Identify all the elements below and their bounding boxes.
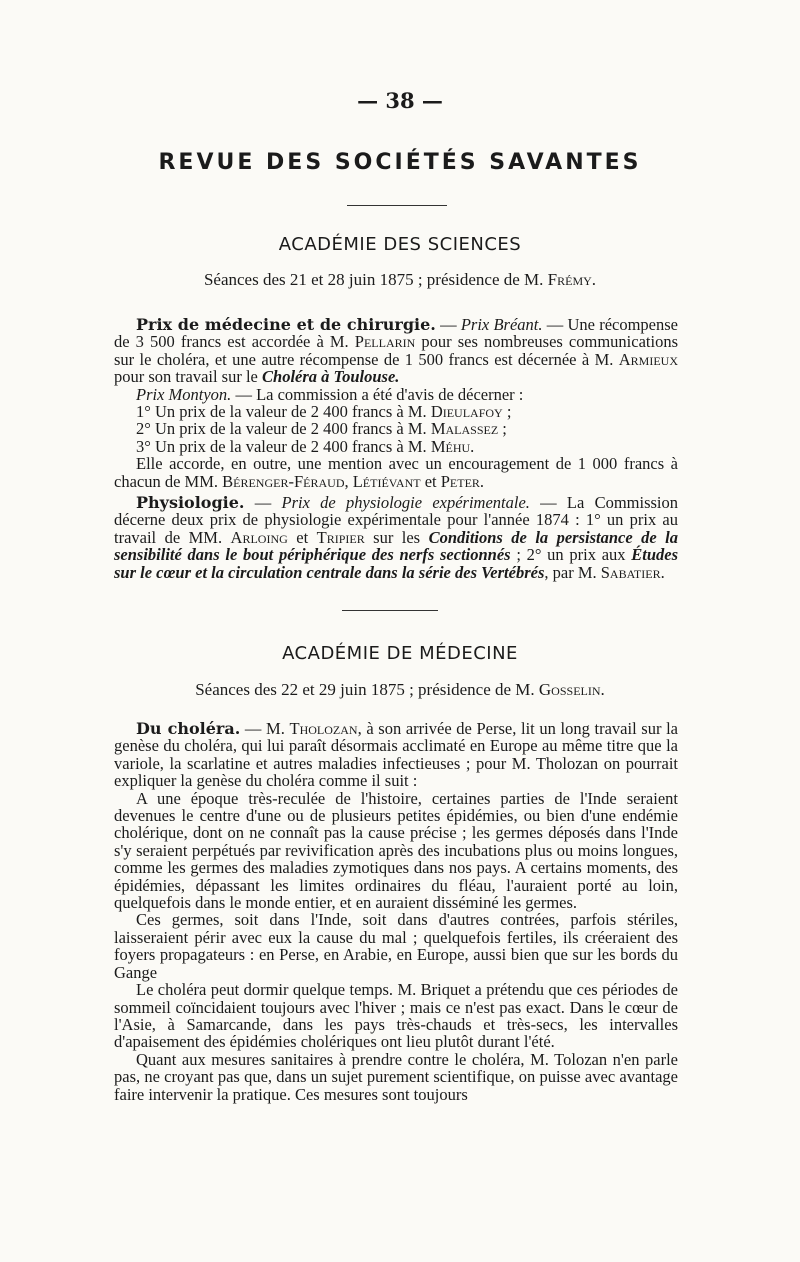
paragraph: A une époque très-reculée de l'histoire, certaines parties de l'Inde seraient devenues le centre d'une ou de plusieurs petites épidémies, ou bien d'une endémie cholérique, dont on ne connaît pas la cause précise ; les germes déposés dans l'Inde s'y seraient perpétués par revivification après des incubations plus ou moins longues, comme les germes des maladies zymotiques dans nos pays. A certains moments, des épidémies, dépassant les limites ordinaires du fléau, l'auraient porté au loin, quelquefois dans le monde entier, et en auraient disséminé les germes. bbox=[114, 788, 678, 913]
paragraph: Le choléra peut dormir quelque temps. M. Briquet a prétendu que ces périodes de sommeil coïncidaient toujours avec l'hiver ; mais ce n'est pas exact. Dans le cœur de l'Asie, à Samarcande, dans les pays très-chauds et très-secs, les intervalles d'apaisement des épidémies cholériques ont lieu plutôt durant l'été. bbox=[114, 980, 678, 1052]
president-name: Frémy bbox=[547, 270, 592, 289]
paragraph-cholera: Du choléra. — M. Tholozan, à son arrivée de Perse, lit un long travail sur la genèse du choléra, qui lui paraît désormais acclimaté en Europe au même titre que la variole, la scarlatine et autres maladies infectieuses ; pour M. Tholozan on pourrait expliquer la genèse du choléra comme il suit : bbox=[114, 719, 679, 791]
section-heading-sciences: ACADÉMIE DES SCIENCES bbox=[278, 234, 522, 255]
paragraph-mention: Elle accorde, en outre, une mention avec un encouragement de 1 000 francs à chacun de MM. Bérenger-Féraud, Létiévant et Peter. bbox=[114, 454, 678, 491]
paragraph: Quant aux mesures sanitaires à prendre contre le choléra, M. Tolozan n'en parle pas, ne croyant pas que, dans un sujet purement scientifique, on puisse avec avantage faire intervenir la pratique. Ces mesures sont toujours bbox=[114, 1049, 678, 1104]
paragraph-prix-medecine: Prix de médecine et de chirurgie. — Prix Bréant. — Une récompense de 3 500 francs est accordée à M. Pellarin pour ses nombreuses communications sur le choléra, et une autre récompense de 1 500 francs est décernée à M. Armieux pour son travail sur le Choléra à Toulouse. bbox=[114, 315, 678, 387]
paragraph-physiologie: Physiologie. — Prix de physiologie expérimentale. — La Commission décerne deux prix de physiologie expérimentale pour l'année 1874 : 1° un prix au travail de MM. Arloing et Tripier sur les Conditions de la persistance de la sensibilité dans le bout périphérique des nerfs sectionnés ; 2° un prix aux Études sur le cœur et la circulation centrale dans la série des Vertébrés, par M. Sabatier. bbox=[114, 493, 679, 582]
section-heading-medecine: ACADÉMIE DE MÉDECINE bbox=[282, 643, 518, 664]
rubric-title: Prix de médecine et de chirurgie. bbox=[136, 315, 436, 334]
medecine-body bbox=[114, 720, 678, 1103]
sciences-body bbox=[114, 316, 678, 490]
list-item: 1° Un prix de la valeur de 2 400 francs à M. Dieulafoy ; bbox=[136, 402, 512, 422]
paragraph: Ces germes, soit dans l'Inde, soit dans d'autres contrées, parfois stériles, laisseraient périr avec eux la cause du mal ; quelquefois fertiles, ils créeraient des foyers propagateurs : en Perse, en Arabie, en Europe, aussi bien que sur les bords du Gange bbox=[114, 910, 678, 982]
divider bbox=[347, 205, 447, 206]
list-item: 2° Un prix de la valeur de 2 400 francs à M. Malassez ; bbox=[136, 419, 507, 439]
page-number: — 38 — bbox=[357, 88, 443, 113]
rubric-title: Physiologie. bbox=[136, 493, 245, 512]
journal-title: REVUE DES SOCIÉTÉS SAVANTES bbox=[158, 150, 642, 175]
president-name: Gosselin bbox=[538, 680, 601, 699]
list-item: 3° Un prix de la valeur de 2 400 francs à M. Méhu. bbox=[136, 436, 475, 456]
physiologie-body bbox=[114, 494, 678, 581]
paragraph-montyon: Prix Montyon. — La commission a été d'avis de décerner : bbox=[136, 384, 524, 404]
session-line-medecine: Séances des 22 et 29 juin 1875 ; présidence de M. Gosselin. bbox=[195, 680, 605, 699]
rubric-title: Du choléra. bbox=[136, 719, 241, 738]
session-line-sciences: Séances des 21 et 28 juin 1875 ; présidence de M. Frémy. bbox=[203, 270, 597, 289]
divider bbox=[342, 610, 438, 611]
